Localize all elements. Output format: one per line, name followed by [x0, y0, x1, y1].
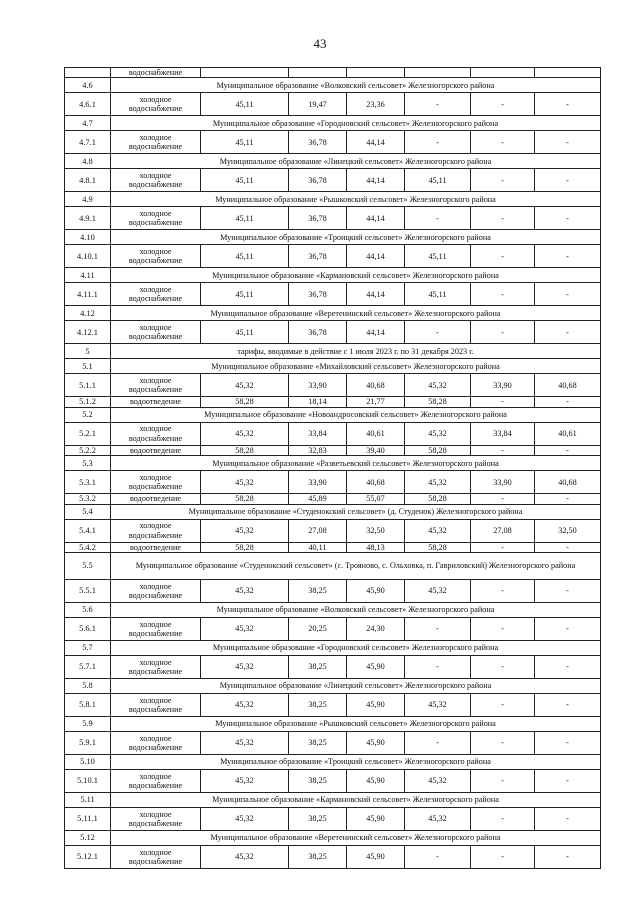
tariff-value-cell: [347, 68, 405, 78]
section-header-row: [65, 230, 601, 245]
tariff-table: [64, 67, 601, 869]
row-number: 5.1: [65, 359, 111, 374]
tariff-value-cell: -: [535, 542, 601, 552]
service-name: холодное водоснабжение: [111, 471, 201, 494]
table-row: [65, 207, 601, 230]
row-number: 5.8: [65, 679, 111, 694]
tariff-value-cell: 45,32: [405, 374, 471, 397]
row-number: 5.6: [65, 603, 111, 618]
tariff-value-cell: 39,40: [347, 445, 405, 455]
section-title: Муниципальное образование «Веретенинский сельсовет» Железногорского района: [111, 831, 601, 846]
tariff-value-cell: -: [471, 694, 535, 717]
table-row: [65, 283, 601, 306]
service-name: холодное водоснабжение: [111, 207, 201, 230]
row-number: 4.11: [65, 268, 111, 283]
tariff-value-cell: 45,11: [201, 207, 289, 230]
tariff-value-cell: -: [535, 618, 601, 641]
tariff-value-cell: -: [405, 207, 471, 230]
section-header-row: [65, 679, 601, 694]
tariff-value-cell: -: [535, 321, 601, 344]
tariff-value-cell: -: [471, 245, 535, 268]
tariff-value-cell: 40,61: [347, 422, 405, 445]
table-row: [65, 374, 601, 397]
tariff-value-cell: 19,47: [289, 93, 347, 116]
tariff-value-cell: -: [535, 169, 601, 192]
table-row: [65, 618, 601, 641]
section-title: тарифы, вводимые в действие с 1 июля 2023 г. по 31 декабря 2023 г.: [111, 344, 601, 359]
section-title: Муниципальное образование «Новоандросовский сельсовет» Железногорского района: [111, 407, 601, 422]
table-row: [65, 846, 601, 869]
row-number: 4.11.1: [65, 283, 111, 306]
tariff-value-cell: 45,90: [347, 732, 405, 755]
row-number: 5.11: [65, 793, 111, 808]
tariff-value-cell: 40,61: [535, 422, 601, 445]
tariff-value-cell: 23,36: [347, 93, 405, 116]
tariff-value-cell: 45,11: [405, 283, 471, 306]
service-name: холодное водоснабжение: [111, 374, 201, 397]
section-header-row: [65, 344, 601, 359]
tariff-value-cell: 44,14: [347, 169, 405, 192]
tariff-value-cell: -: [405, 93, 471, 116]
section-title: Муниципальное образование «Волковский сельсовет» Железногорского района: [111, 78, 601, 93]
service-name: холодное водоснабжение: [111, 245, 201, 268]
row-number: 4.10: [65, 230, 111, 245]
tariff-value-cell: 38,25: [289, 770, 347, 793]
row-number: 5.2: [65, 407, 111, 422]
tariff-value-cell: 58,28: [201, 445, 289, 455]
tariff-value-cell: -: [471, 93, 535, 116]
section-title: Муниципальное образование «Кармановский сельсовет» Железногорского района: [111, 268, 601, 283]
section-title: Муниципальное образование «Веретенинский сельсовет» Железногорского района: [111, 306, 601, 321]
tariff-value-cell: 45,90: [347, 694, 405, 717]
service-name: водоснабжение: [111, 68, 201, 78]
tariff-value-cell: -: [471, 397, 535, 407]
section-title: Муниципальное образование «Студенокский сельсовет» (с. Трояново, с. Ольховка, п. Гавриловский) Железногорского района: [111, 553, 601, 580]
tariff-value-cell: [289, 68, 347, 78]
tariff-value-cell: 45,32: [405, 694, 471, 717]
service-name: холодное водоснабжение: [111, 422, 201, 445]
tariff-value-cell: -: [535, 580, 601, 603]
service-name: водоотведение: [111, 445, 201, 455]
tariff-value-cell: 45,11: [201, 169, 289, 192]
page-number: 43: [313, 36, 327, 51]
table-row: [65, 494, 601, 504]
row-number: 5.6.1: [65, 618, 111, 641]
tariff-value-cell: 44,14: [347, 283, 405, 306]
service-name: холодное водоснабжение: [111, 283, 201, 306]
tariff-value-cell: -: [405, 656, 471, 679]
tariff-value-cell: 38,25: [289, 808, 347, 831]
tariff-value-cell: 45,32: [405, 519, 471, 542]
section-header-row: [65, 504, 601, 519]
section-header-row: [65, 78, 601, 93]
tariff-value-cell: 45,32: [405, 422, 471, 445]
tariff-value-cell: 40,68: [347, 374, 405, 397]
tariff-value-cell: -: [535, 846, 601, 869]
tariff-value-cell: 58,28: [201, 494, 289, 504]
row-number: 5.8.1: [65, 694, 111, 717]
table-row: [65, 422, 601, 445]
row-number: 4.6.1: [65, 93, 111, 116]
tariff-value-cell: 36,78: [289, 169, 347, 192]
tariff-value-cell: 36,78: [289, 321, 347, 344]
table-row: [65, 519, 601, 542]
section-title: Муниципальное образование «Линецкий сельсовет» Железногорского района: [111, 679, 601, 694]
section-title: Муниципальное образование «Городновский сельсовет» Железногорского района: [111, 641, 601, 656]
tariff-value-cell: 45,11: [201, 283, 289, 306]
tariff-value-cell: 58,28: [201, 542, 289, 552]
tariff-value-cell: 45,11: [405, 245, 471, 268]
tariff-value-cell: 45,32: [201, 770, 289, 793]
section-title: Муниципальное образование «Волковский сельсовет» Железногорского района: [111, 603, 601, 618]
tariff-value-cell: -: [471, 131, 535, 154]
row-number: 5.3.2: [65, 494, 111, 504]
tariff-value-cell: 45,11: [201, 93, 289, 116]
row-number: 5.5.1: [65, 580, 111, 603]
tariff-value-cell: [201, 68, 289, 78]
tariff-value-cell: 45,11: [201, 245, 289, 268]
tariff-value-cell: 27,08: [471, 519, 535, 542]
tariff-value-cell: -: [535, 770, 601, 793]
tariff-value-cell: 45,90: [347, 808, 405, 831]
tariff-value-cell: 36,78: [289, 131, 347, 154]
row-number: 4.8: [65, 154, 111, 169]
tariff-value-cell: 32,83: [289, 445, 347, 455]
table-row: [65, 770, 601, 793]
section-header-row: [65, 755, 601, 770]
section-header-row: [65, 456, 601, 471]
tariff-value-cell: 45,32: [405, 808, 471, 831]
section-title: Муниципальное образование «Студенокский сельсовет» (д. Студенок) Железногорского района: [111, 504, 601, 519]
table-row: [65, 732, 601, 755]
row-number: 5.7.1: [65, 656, 111, 679]
tariff-value-cell: -: [471, 618, 535, 641]
tariff-value-cell: 38,25: [289, 732, 347, 755]
tariff-value-cell: 45,32: [405, 471, 471, 494]
tariff-value-cell: 58,28: [405, 542, 471, 552]
tariff-value-cell: 33,90: [471, 471, 535, 494]
tariff-value-cell: -: [471, 580, 535, 603]
tariff-value-cell: 24,30: [347, 618, 405, 641]
tariff-value-cell: -: [535, 694, 601, 717]
section-header-row: [65, 116, 601, 131]
table-row: [65, 656, 601, 679]
tariff-value-cell: 38,25: [289, 580, 347, 603]
tariff-value-cell: -: [471, 494, 535, 504]
tariff-value-cell: 33,90: [471, 374, 535, 397]
section-title: Муниципальное образование «Рышковский сельсовет» Железногорского района: [111, 717, 601, 732]
tariff-value-cell: -: [471, 656, 535, 679]
tariff-value-cell: [471, 68, 535, 78]
row-number: 5.1.1: [65, 374, 111, 397]
tariff-value-cell: -: [471, 732, 535, 755]
tariff-value-cell: -: [535, 207, 601, 230]
service-name: водоотведение: [111, 542, 201, 552]
row-number: 5.12: [65, 831, 111, 846]
row-number: 5.10.1: [65, 770, 111, 793]
table-row: [65, 808, 601, 831]
service-name: холодное водоснабжение: [111, 93, 201, 116]
tariff-value-cell: 18,14: [289, 397, 347, 407]
row-number: 4.7: [65, 116, 111, 131]
tariff-table-body: [65, 68, 601, 869]
table-row: [65, 93, 601, 116]
tariff-value-cell: 45,11: [201, 321, 289, 344]
tariff-value-cell: -: [535, 808, 601, 831]
tariff-value-cell: -: [535, 732, 601, 755]
table-row: [65, 580, 601, 603]
table-row: [65, 131, 601, 154]
section-header-row: [65, 192, 601, 207]
table-row: [65, 397, 601, 407]
tariff-value-cell: 40,68: [535, 471, 601, 494]
tariff-value-cell: -: [471, 846, 535, 869]
section-header-row: [65, 407, 601, 422]
tariff-value-cell: 55,07: [347, 494, 405, 504]
tariff-value-cell: 45,32: [405, 770, 471, 793]
tariff-value-cell: 32,50: [347, 519, 405, 542]
tariff-value-cell: 36,78: [289, 283, 347, 306]
tariff-value-cell: 45,32: [201, 580, 289, 603]
tariff-value-cell: 33,84: [471, 422, 535, 445]
service-name: холодное водоснабжение: [111, 169, 201, 192]
section-header-row: [65, 641, 601, 656]
row-number: 5.3: [65, 456, 111, 471]
tariff-value-cell: 33,90: [289, 374, 347, 397]
tariff-value-cell: 48,13: [347, 542, 405, 552]
tariff-value-cell: -: [405, 732, 471, 755]
tariff-value-cell: 40,68: [535, 374, 601, 397]
row-number: 5.12.1: [65, 846, 111, 869]
row-number: 5: [65, 344, 111, 359]
section-header-row: [65, 359, 601, 374]
section-header-row: [65, 831, 601, 846]
row-number: 4.6: [65, 78, 111, 93]
row-number: 5.9: [65, 717, 111, 732]
row-number: 5.10: [65, 755, 111, 770]
tariff-value-cell: 38,25: [289, 656, 347, 679]
tariff-value-cell: -: [471, 808, 535, 831]
tariff-value-cell: 44,14: [347, 321, 405, 344]
tariff-value-cell: -: [471, 445, 535, 455]
tariff-value-cell: 45,32: [201, 471, 289, 494]
tariff-value-cell: [405, 68, 471, 78]
tariff-value-cell: 44,14: [347, 207, 405, 230]
tariff-value-cell: -: [535, 445, 601, 455]
service-name: водоотведение: [111, 397, 201, 407]
tariff-value-cell: 36,78: [289, 207, 347, 230]
tariff-value-cell: -: [535, 494, 601, 504]
tariff-value-cell: 40,11: [289, 542, 347, 552]
tariff-value-cell: 38,25: [289, 694, 347, 717]
tariff-value-cell: 40,68: [347, 471, 405, 494]
tariff-value-cell: 45,32: [201, 846, 289, 869]
section-header-row: [65, 268, 601, 283]
tariff-value-cell: 44,14: [347, 131, 405, 154]
tariff-value-cell: 36,78: [289, 245, 347, 268]
tariff-value-cell: 45,11: [405, 169, 471, 192]
row-number: 4.12.1: [65, 321, 111, 344]
tariff-value-cell: -: [471, 169, 535, 192]
row-number: 5.7: [65, 641, 111, 656]
tariff-value-cell: -: [535, 93, 601, 116]
row-number: 4.7.1: [65, 131, 111, 154]
tariff-value-cell: 45,90: [347, 846, 405, 869]
tariff-value-cell: -: [535, 656, 601, 679]
section-header-row: [65, 793, 601, 808]
row-number: 5.2.1: [65, 422, 111, 445]
service-name: холодное водоснабжение: [111, 618, 201, 641]
service-name: холодное водоснабжение: [111, 519, 201, 542]
tariff-value-cell: [535, 68, 601, 78]
tariff-value-cell: 58,28: [201, 397, 289, 407]
tariff-value-cell: 45,32: [201, 422, 289, 445]
section-header-row: [65, 306, 601, 321]
tariff-value-cell: 45,32: [201, 656, 289, 679]
row-number: 5.5: [65, 553, 111, 580]
service-name: холодное водоснабжение: [111, 694, 201, 717]
table-row: [65, 68, 601, 78]
section-header-row: [65, 603, 601, 618]
tariff-value-cell: -: [405, 618, 471, 641]
tariff-value-cell: 45,32: [201, 374, 289, 397]
row-number: 5.3.1: [65, 471, 111, 494]
tariff-value-cell: 45,90: [347, 770, 405, 793]
row-number: 4.9.1: [65, 207, 111, 230]
tariff-value-cell: -: [471, 542, 535, 552]
tariff-value-cell: -: [471, 283, 535, 306]
tariff-value-cell: 45,32: [405, 580, 471, 603]
tariff-value-cell: 45,32: [201, 808, 289, 831]
tariff-value-cell: -: [405, 131, 471, 154]
tariff-value-cell: 27,08: [289, 519, 347, 542]
tariff-value-cell: 45,90: [347, 656, 405, 679]
service-name: холодное водоснабжение: [111, 770, 201, 793]
row-number: 5.1.2: [65, 397, 111, 407]
table-row: [65, 694, 601, 717]
section-title: Муниципальное образование «Рышковский сельсовет» Железногорского района: [111, 192, 601, 207]
row-number: 5.9.1: [65, 732, 111, 755]
table-row: [65, 321, 601, 344]
row-number: 4.12: [65, 306, 111, 321]
row-number: 4.8.1: [65, 169, 111, 192]
tariff-value-cell: -: [405, 846, 471, 869]
tariff-value-cell: 58,28: [405, 494, 471, 504]
section-header-row: [65, 553, 601, 580]
service-name: холодное водоснабжение: [111, 808, 201, 831]
section-title: Муниципальное образование «Троицкий сельсовет» Железногорского района: [111, 755, 601, 770]
table-row: [65, 245, 601, 268]
tariff-value-cell: 20,25: [289, 618, 347, 641]
service-name: холодное водоснабжение: [111, 131, 201, 154]
service-name: холодное водоснабжение: [111, 846, 201, 869]
tariff-value-cell: 45,32: [201, 618, 289, 641]
tariff-value-cell: 45,11: [201, 131, 289, 154]
tariff-value-cell: -: [471, 770, 535, 793]
section-header-row: [65, 154, 601, 169]
tariff-value-cell: -: [471, 207, 535, 230]
service-name: холодное водоснабжение: [111, 732, 201, 755]
section-title: Муниципальное образование «Линецкий сельсовет» Железногорского района: [111, 154, 601, 169]
row-number: 5.4.2: [65, 542, 111, 552]
tariff-value-cell: 45,32: [201, 519, 289, 542]
tariff-value-cell: 45,32: [201, 694, 289, 717]
tariff-value-cell: 45,89: [289, 494, 347, 504]
tariff-value-cell: -: [535, 131, 601, 154]
tariff-value-cell: 32,50: [535, 519, 601, 542]
service-name: холодное водоснабжение: [111, 580, 201, 603]
table-row: [65, 471, 601, 494]
service-name: холодное водоснабжение: [111, 656, 201, 679]
row-number: 4.10.1: [65, 245, 111, 268]
tariff-value-cell: 45,90: [347, 580, 405, 603]
table-row: [65, 169, 601, 192]
section-title: Муниципальное образование «Троицкий сельсовет» Железногорского района: [111, 230, 601, 245]
tariff-value-cell: -: [535, 283, 601, 306]
row-number: 5.2.2: [65, 445, 111, 455]
tariff-value-cell: 45,32: [201, 732, 289, 755]
tariff-value-cell: -: [535, 397, 601, 407]
tariff-value-cell: 33,90: [289, 471, 347, 494]
section-title: Муниципальное образование «Михайловский сельсовет» Железногорского района: [111, 359, 601, 374]
tariff-value-cell: -: [471, 321, 535, 344]
table-row: [65, 445, 601, 455]
tariff-value-cell: 58,28: [405, 397, 471, 407]
row-number: 5.4.1: [65, 519, 111, 542]
section-title: Муниципальное образование «Городновский сельсовет» Железногорского района: [111, 116, 601, 131]
tariff-value-cell: 21,77: [347, 397, 405, 407]
row-number: 4.9: [65, 192, 111, 207]
tariff-value-cell: 44,14: [347, 245, 405, 268]
section-title: Муниципальное образование «Разветьевский сельсовет» Железногорского района: [111, 456, 601, 471]
row-number: 5.11.1: [65, 808, 111, 831]
tariff-value-cell: -: [535, 245, 601, 268]
row-number: [65, 68, 111, 78]
tariff-value-cell: 58,28: [405, 445, 471, 455]
tariff-value-cell: 38,25: [289, 846, 347, 869]
section-title: Муниципальное образование «Кармановский сельсовет» Железногорского района: [111, 793, 601, 808]
tariff-value-cell: 33,84: [289, 422, 347, 445]
service-name: холодное водоснабжение: [111, 321, 201, 344]
section-header-row: [65, 717, 601, 732]
service-name: водоотведение: [111, 494, 201, 504]
table-row: [65, 542, 601, 552]
row-number: 5.4: [65, 504, 111, 519]
tariff-value-cell: -: [405, 321, 471, 344]
